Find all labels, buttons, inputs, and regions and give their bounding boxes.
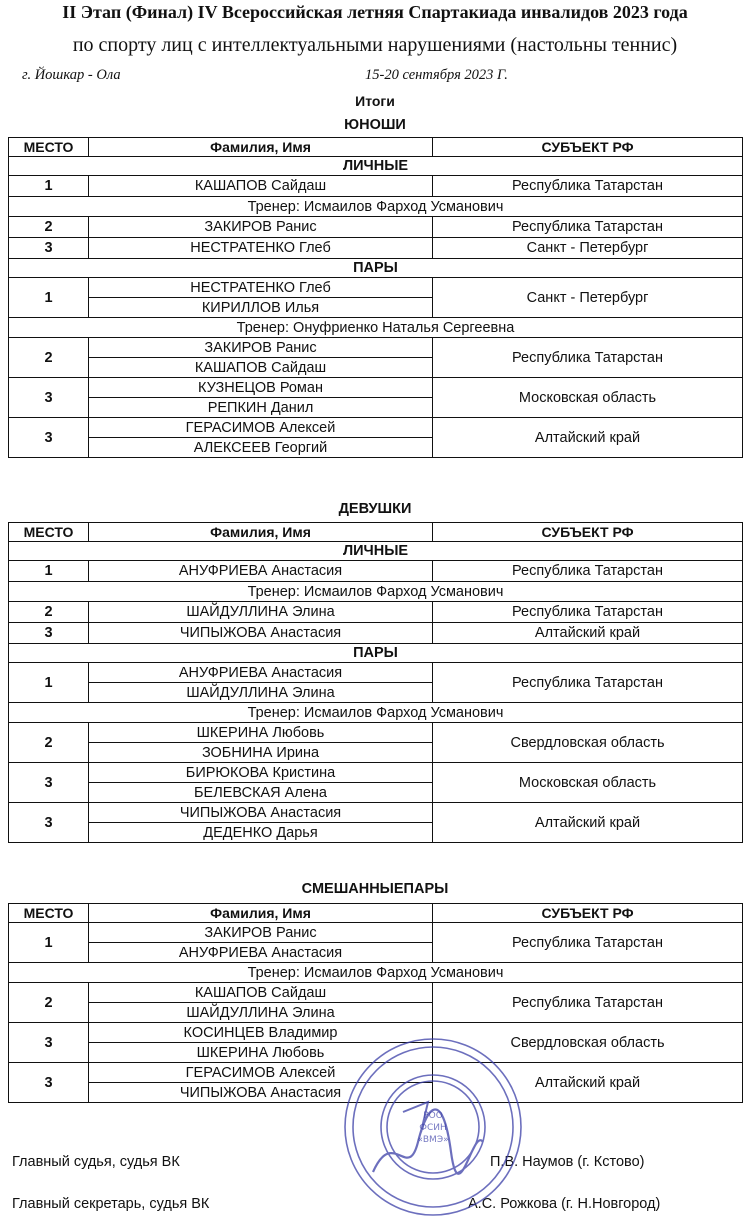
document-title-line1: II Этап (Финал) IV Всероссийская летняя Спартакиада инвалидов 2023 года xyxy=(62,2,688,22)
name-cell: ЧИПЫЖОВА Анастасия xyxy=(89,1083,433,1103)
col-name: Фамилия, Имя xyxy=(89,904,433,923)
col-region: СУБЪЕКТ РФ xyxy=(433,523,743,542)
coach-row: Тренер: Исмаилов Фарход Усманович xyxy=(9,197,743,217)
region-cell: Республика Татарстан xyxy=(433,217,743,238)
name-cell: ЗАКИРОВ Ранис xyxy=(89,923,433,943)
place-cell: 3 xyxy=(9,1023,89,1063)
col-region: СУБЪЕКТ РФ xyxy=(433,904,743,923)
svg-text:РОО: РОО xyxy=(423,1111,443,1121)
name-cell: ЧИПЫЖОВА Анастасия xyxy=(89,803,433,823)
name-cell: КАШАПОВ Сайдаш xyxy=(89,983,433,1003)
results-label: Итоги xyxy=(355,93,395,109)
name-cell: ЗОБНИНА Ирина xyxy=(89,743,433,763)
table-row xyxy=(9,418,743,438)
group-title-girls: ДЕВУШКИ xyxy=(338,501,412,517)
results-table-boys xyxy=(8,137,743,458)
place-cell: 3 xyxy=(9,238,89,259)
place-cell: 3 xyxy=(9,803,89,843)
col-name: Фамилия, Имя xyxy=(89,523,433,542)
region-cell: Свердловская область xyxy=(433,1023,743,1063)
name-cell: АНУФРИЕВА Анастасия xyxy=(89,943,433,963)
col-place: МЕСТО xyxy=(9,904,89,923)
table-row xyxy=(9,238,743,259)
chief-judge-name: П.В. Наумов (г. Кстово) xyxy=(490,1154,645,1170)
table-row xyxy=(9,561,743,582)
section-title-pairs: ПАРЫ xyxy=(9,259,743,278)
name-cell: ШАЙДУЛЛИНА Элина xyxy=(89,683,433,703)
name-cell: КАШАПОВ Сайдаш xyxy=(89,176,433,197)
document-title-line2: по спорту лиц с интеллектуальными нарушениями (настольны теннис) xyxy=(72,34,678,56)
region-cell: Алтайский край xyxy=(433,803,743,843)
name-cell: КАШАПОВ Сайдаш xyxy=(89,358,433,378)
region-cell: Республика Татарстан xyxy=(433,602,743,623)
place-cell: 2 xyxy=(9,723,89,763)
section-title-pairs: ПАРЫ xyxy=(9,644,743,663)
name-cell: АНУФРИЕВА Анастасия xyxy=(89,663,433,683)
table-row xyxy=(9,602,743,623)
region-cell: Санкт - Петербург xyxy=(433,238,743,259)
name-cell: АНУФРИЕВА Анастасия xyxy=(89,561,433,582)
name-cell: КУЗНЕЦОВ Роман xyxy=(89,378,433,398)
table-row xyxy=(9,623,743,644)
name-cell: БЕЛЕВСКАЯ Алена xyxy=(89,783,433,803)
region-cell: Свердловская область xyxy=(433,723,743,763)
name-cell: ДЕДЕНКО Дарья xyxy=(89,823,433,843)
col-name: Фамилия, Имя xyxy=(89,138,433,157)
region-cell: Республика Татарстан xyxy=(433,561,743,582)
table-row xyxy=(9,983,743,1003)
name-cell: АЛЕКСЕЕВ Георгий xyxy=(89,438,433,458)
place-cell: 2 xyxy=(9,983,89,1023)
coach-row: Тренер: Онуфриенко Наталья Сергеевна xyxy=(9,318,743,338)
table-row xyxy=(9,663,743,683)
place-cell: 1 xyxy=(9,663,89,703)
region-cell: Республика Татарстан xyxy=(433,338,743,378)
coach-row: Тренер: Исмаилов Фарход Усманович xyxy=(9,703,743,723)
table-row xyxy=(9,723,743,743)
name-cell: ЗАКИРОВ Ранис xyxy=(89,217,433,238)
region-cell: Республика Татарстан xyxy=(433,983,743,1023)
coach-row: Тренер: Исмаилов Фарход Усманович xyxy=(9,963,743,983)
name-cell: РЕПКИН Данил xyxy=(89,398,433,418)
place-cell: 3 xyxy=(9,623,89,644)
place-cell: 3 xyxy=(9,763,89,803)
table-row xyxy=(9,217,743,238)
region-cell: Алтайский край xyxy=(433,1063,743,1103)
name-cell: ШКЕРИНА Любовь xyxy=(89,1043,433,1063)
place-cell: 1 xyxy=(9,278,89,318)
table-row xyxy=(9,923,743,943)
place-cell: 1 xyxy=(9,176,89,197)
name-cell: ГЕРАСИМОВ Алексей xyxy=(89,1063,433,1083)
event-dates: 15-20 сентября 2023 Г. xyxy=(365,67,508,83)
results-table-mixed xyxy=(8,903,743,1103)
table-row xyxy=(9,278,743,298)
table-row xyxy=(9,803,743,823)
results-table-girls xyxy=(8,522,743,843)
name-cell: КИРИЛЛОВ Илья xyxy=(89,298,433,318)
place-cell: 2 xyxy=(9,338,89,378)
name-cell: НЕСТРАТЕНКО Глеб xyxy=(89,238,433,259)
region-cell: Московская область xyxy=(433,378,743,418)
group-title-boys: ЮНОШИ xyxy=(344,117,406,133)
table-row xyxy=(9,338,743,358)
place-cell: 1 xyxy=(9,923,89,963)
name-cell: БИРЮКОВА Кристина xyxy=(89,763,433,783)
col-place: МЕСТО xyxy=(9,138,89,157)
region-cell: Алтайский край xyxy=(433,418,743,458)
name-cell: ШАЙДУЛЛИНА Элина xyxy=(89,1003,433,1023)
event-location: г. Йошкар - Ола xyxy=(22,67,121,83)
col-place: МЕСТО xyxy=(9,523,89,542)
svg-text:ФСИН: ФСИН xyxy=(419,1123,447,1133)
section-title-singles: ЛИЧНЫЕ xyxy=(9,542,743,561)
table-row xyxy=(9,176,743,197)
table-row xyxy=(9,1023,743,1043)
name-cell: ГЕРАСИМОВ Алексей xyxy=(89,418,433,438)
chief-secretary-role: Главный секретарь, судья ВК xyxy=(12,1196,210,1212)
place-cell: 2 xyxy=(9,602,89,623)
place-cell: 2 xyxy=(9,217,89,238)
col-region: СУБЪЕКТ РФ xyxy=(433,138,743,157)
coach-row: Тренер: Исмаилов Фарход Усманович xyxy=(9,582,743,602)
name-cell: ШАЙДУЛЛИНА Элина xyxy=(89,602,433,623)
section-title-singles: ЛИЧНЫЕ xyxy=(9,157,743,176)
table-header xyxy=(9,904,743,923)
chief-judge-role: Главный судья, судья ВК xyxy=(12,1154,180,1170)
place-cell: 3 xyxy=(9,418,89,458)
table-row xyxy=(9,763,743,783)
region-cell: Республика Татарстан xyxy=(433,923,743,963)
group-title-mixed: СМЕШАННЫЕПАРЫ xyxy=(301,881,449,897)
name-cell: ШКЕРИНА Любовь xyxy=(89,723,433,743)
region-cell: Республика Татарстан xyxy=(433,176,743,197)
place-cell: 1 xyxy=(9,561,89,582)
place-cell: 3 xyxy=(9,378,89,418)
table-header xyxy=(9,523,743,542)
name-cell: НЕСТРАТЕНКО Глеб xyxy=(89,278,433,298)
name-cell: КОСИНЦЕВ Владимир xyxy=(89,1023,433,1043)
chief-secretary-name: А.С. Рожкова (г. Н.Новгород) xyxy=(468,1196,661,1212)
name-cell: ЧИПЫЖОВА Анастасия xyxy=(89,623,433,644)
region-cell: Санкт - Петербург xyxy=(433,278,743,318)
table-row xyxy=(9,1063,743,1083)
svg-text:«ВМЭ»: «ВМЭ» xyxy=(417,1135,449,1145)
table-row xyxy=(9,378,743,398)
region-cell: Республика Татарстан xyxy=(433,663,743,703)
table-header xyxy=(9,138,743,157)
name-cell: ЗАКИРОВ Ранис xyxy=(89,338,433,358)
region-cell: Московская область xyxy=(433,763,743,803)
place-cell: 3 xyxy=(9,1063,89,1103)
region-cell: Алтайский край xyxy=(433,623,743,644)
